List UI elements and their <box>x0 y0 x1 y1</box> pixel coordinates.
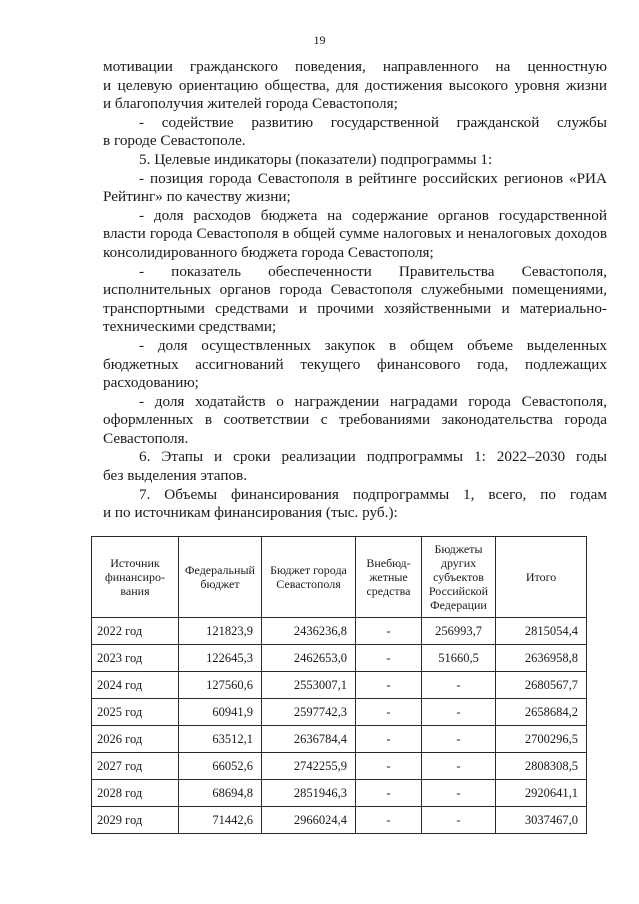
paragraph-line: и по источникам финансирования (тыс. руб.): <box>103 504 398 522</box>
other-subjects-cell: - <box>422 780 496 807</box>
paragraph-line: - доля осуществленных закупок в общем объеме выделенных <box>139 336 607 354</box>
header-source: Источник финансиро-вания <box>92 537 179 618</box>
header-sevastopol-budget: Бюджет города Севастополя <box>262 537 356 618</box>
financing-table <box>91 536 587 834</box>
extrabudget-cell: - <box>356 807 422 834</box>
federal-cell: 68694,8 <box>179 780 262 807</box>
other-subjects-cell: - <box>422 807 496 834</box>
total-cell: 2920641,1 <box>496 780 587 807</box>
extrabudget-cell: - <box>356 780 422 807</box>
table-row <box>92 645 587 672</box>
other-subjects-cell: - <box>422 753 496 780</box>
federal-cell: 71442,6 <box>179 807 262 834</box>
federal-cell: 127560,6 <box>179 672 262 699</box>
paragraph-line: - показатель обеспеченности Правительства Севастополя, <box>139 262 607 280</box>
sevastopol-cell: 2851946,3 <box>262 780 356 807</box>
other-subjects-cell: - <box>422 699 496 726</box>
paragraph-line: - содействие развитию государственной гражданской службы <box>139 113 607 131</box>
paragraph-line: и целевую ориентацию общества, для достижения высокого уровня жизни <box>103 76 607 94</box>
sevastopol-cell: 2742255,9 <box>262 753 356 780</box>
sevastopol-cell: 2636784,4 <box>262 726 356 753</box>
paragraph-line: власти города Севастополя в общей сумме налоговых и неналоговых доходов <box>103 225 607 243</box>
other-subjects-cell: 256993,7 <box>422 618 496 645</box>
federal-cell: 63512,1 <box>179 726 262 753</box>
year-cell: 2027 год <box>92 753 179 780</box>
paragraph-line: консолидированного бюджета города Севастополя; <box>103 243 434 261</box>
paragraph-line: без выделения этапов. <box>103 467 248 485</box>
header-total: Итого <box>496 537 587 618</box>
federal-cell: 121823,9 <box>179 618 262 645</box>
year-cell: 2029 год <box>92 807 179 834</box>
other-subjects-cell: - <box>422 726 496 753</box>
total-cell: 2808308,5 <box>496 753 587 780</box>
total-cell: 2680567,7 <box>496 672 587 699</box>
total-cell: 2815054,4 <box>496 618 587 645</box>
paragraph-line: 7. Объемы финансирования подпрограммы 1, всего, по годам <box>139 485 607 503</box>
sevastopol-cell: 2462653,0 <box>262 645 356 672</box>
paragraph-line: Севастополя. <box>103 429 189 447</box>
paragraph-line: 5. Целевые индикаторы (показатели) подпрограммы 1: <box>139 150 493 168</box>
sevastopol-cell: 2436236,8 <box>262 618 356 645</box>
paragraph-line: транспортными средствами и прочими хозяйственными и материально- <box>103 299 607 317</box>
table-row <box>92 699 587 726</box>
paragraph-line: техническими средствами; <box>103 318 277 336</box>
paragraph-line: 6. Этапы и сроки реализации подпрограммы 1: 2022–2030 годы <box>139 448 607 466</box>
total-cell: 2636958,8 <box>496 645 587 672</box>
extrabudget-cell: - <box>356 672 422 699</box>
year-cell: 2023 год <box>92 645 179 672</box>
year-cell: 2024 год <box>92 672 179 699</box>
table-row <box>92 672 587 699</box>
sevastopol-cell: 2553007,1 <box>262 672 356 699</box>
body-text <box>103 58 607 523</box>
federal-cell: 122645,3 <box>179 645 262 672</box>
paragraph-line: в городе Севастополе. <box>103 132 246 150</box>
year-cell: 2022 год <box>92 618 179 645</box>
other-subjects-cell: 51660,5 <box>422 645 496 672</box>
header-federal-budget: Федеральный бюджет <box>179 537 262 618</box>
extrabudget-cell: - <box>356 699 422 726</box>
paragraph-line: - доля ходатайств о награждении наградами города Севастополя, <box>139 392 607 410</box>
table-row <box>92 753 587 780</box>
extrabudget-cell: - <box>356 753 422 780</box>
paragraph-line: оформленных в соответствии с требованиями законодательства города <box>103 411 607 429</box>
federal-cell: 60941,9 <box>179 699 262 726</box>
sevastopol-cell: 2966024,4 <box>262 807 356 834</box>
other-subjects-cell: - <box>422 672 496 699</box>
paragraph-line: - позиция города Севастополя в рейтинге российских регионов «РИА <box>139 169 607 187</box>
paragraph-line: мотивации гражданского поведения, направленного на ценностную <box>103 58 607 75</box>
total-cell: 3037467,0 <box>496 807 587 834</box>
extrabudget-cell: - <box>356 645 422 672</box>
total-cell: 2700296,5 <box>496 726 587 753</box>
paragraph-line: расходованию; <box>103 374 199 392</box>
total-cell: 2658684,2 <box>496 699 587 726</box>
page-number: 19 <box>313 33 326 47</box>
table-row <box>92 726 587 753</box>
header-other-subjects-budgets: Бюджеты других субъектов Российской Федерации <box>422 537 496 618</box>
table-header-row <box>92 537 587 618</box>
year-cell: 2025 год <box>92 699 179 726</box>
paragraph-line: бюджетных ассигнований текущего финансового года, подлежащих <box>103 355 607 373</box>
paragraph-line: Рейтинг» по качеству жизни; <box>103 188 291 206</box>
sevastopol-cell: 2597742,3 <box>262 699 356 726</box>
table-row <box>92 807 587 834</box>
table-row <box>92 780 587 807</box>
federal-cell: 66052,6 <box>179 753 262 780</box>
header-extrabudgetary: Внебюд-жетные средства <box>356 537 422 618</box>
paragraph-line: - доля расходов бюджета на содержание органов государственной <box>139 206 607 224</box>
paragraph-line: и благополучия жителей города Севастополя; <box>103 95 398 113</box>
year-cell: 2026 год <box>92 726 179 753</box>
paragraph-line: исполнительных органов города Севастополя служебными помещениями, <box>103 281 607 299</box>
extrabudget-cell: - <box>356 618 422 645</box>
table-row <box>92 618 587 645</box>
year-cell: 2028 год <box>92 780 179 807</box>
extrabudget-cell: - <box>356 726 422 753</box>
